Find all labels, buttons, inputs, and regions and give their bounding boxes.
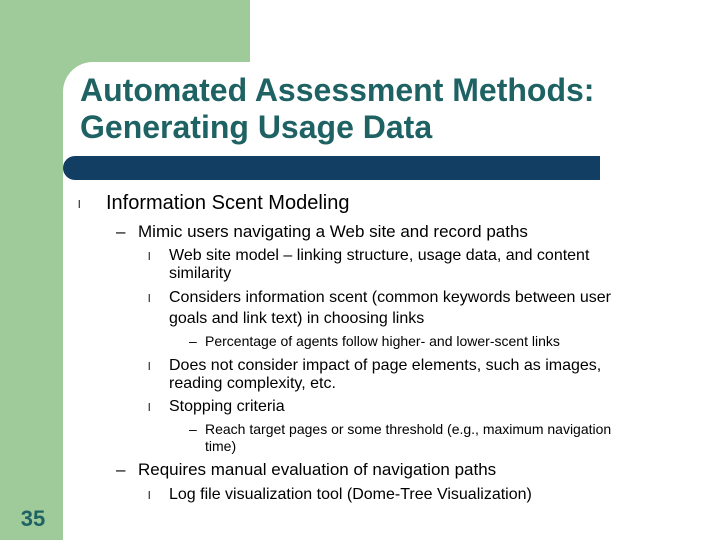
bullet-l2-a-text: Mimic users navigating a Web site and record paths xyxy=(138,222,528,241)
bullet-l3-d-marker: l xyxy=(148,402,151,414)
bullet-l3-c-line1: Does not consider impact of page elements, such as images, xyxy=(169,357,602,374)
bullet-l1-marker: l xyxy=(78,199,81,211)
bullet-l4-b-line2: time) xyxy=(205,438,237,454)
bullet-l3-a-line1: Web site model – linking structure, usage data, and content xyxy=(169,247,590,264)
bullet-l3-b-line2: goals and link text) in choosing links xyxy=(169,310,425,327)
bullet-l2-b-text: Requires manual evaluation of navigation paths xyxy=(138,460,497,479)
bullet-l3-d-text: Stopping criteria xyxy=(169,398,285,415)
dash-l4-a: – xyxy=(189,333,197,349)
slide-title xyxy=(80,72,710,146)
bullet-l3-c-line2: reading complexity, etc. xyxy=(169,375,336,392)
dash-l2-b: – xyxy=(116,460,126,479)
bullet-l3-b-line1: Considers information scent (common keywords between user xyxy=(169,289,611,306)
slide-title-line-1: Automated Assessment Methods: xyxy=(80,72,595,108)
bullet-l3-a-marker: l xyxy=(148,251,151,263)
bullet-l3-c-marker: l xyxy=(148,361,151,373)
slide-number: 35 xyxy=(20,506,46,531)
bullet-l3-e-marker: l xyxy=(148,490,151,502)
dash-l4-b: – xyxy=(189,421,197,437)
bullet-l3-b-marker: l xyxy=(148,293,151,305)
bullet-l1-text: Information Scent Modeling xyxy=(106,192,350,214)
bullet-l4-a-text: Percentage of agents follow higher- and lower-scent links xyxy=(205,333,560,349)
bullet-l3-e-text: Log file visualization tool (Dome-Tree Visualization) xyxy=(169,486,532,503)
slide-title-line-2: Generating Usage Data xyxy=(80,109,433,145)
bullet-l4-b-line1: Reach target pages or some threshold (e.g., maximum navigation xyxy=(205,421,612,437)
dash-l2-a: – xyxy=(116,222,126,241)
panel-fill xyxy=(63,160,263,540)
title-underline-bar xyxy=(63,156,600,180)
bullet-l3-a-line2: similarity xyxy=(169,265,232,282)
